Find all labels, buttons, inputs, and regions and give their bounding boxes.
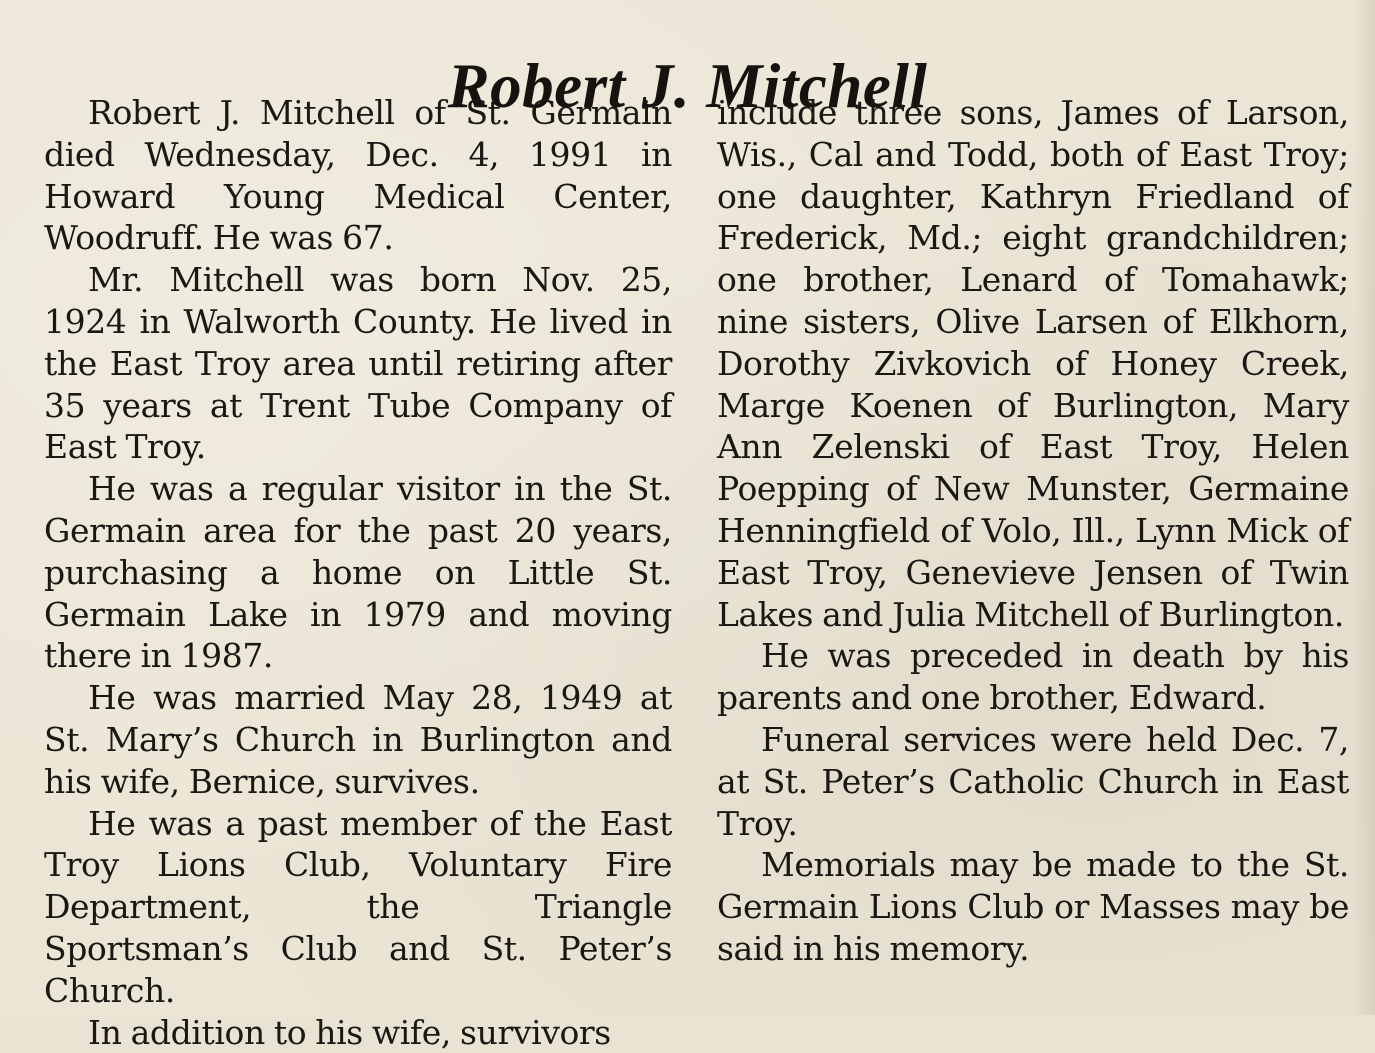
paragraph-survivors-list: include three sons, James of Larson, Wis., Cal and Todd, both of East Troy; one daughter, Kathryn Friedland of Frederick, Md.; eight grandchildren; one brother, Lenard of Tomahawk; nine sisters, Olive Larsen of Elkhorn, Dorothy Zivkovich of Honey Creek, Marge Koenen of Burlington, Mary Ann Zelenski of East Troy, Helen Poepping of New Munster, Germaine Henningfield of Volo, Ill., Lynn Mick of East Troy, Genevieve Jensen of Twin Lakes and Julia Mitchell of Burlington.: [717, 93, 1349, 634]
paragraph-st-germain: He was a regular visitor in the St. Germain area for the past 20 years, purchasing a home on Little St. Germain Lake in 1979 and moving there in 1987.: [44, 469, 672, 676]
paragraph-birth-career: Mr. Mitchell was born Nov. 25, 1924 in Walworth County. He lived in the East Troy area until retiring after 35 years at Trent Tube Company of East Troy.: [44, 260, 672, 467]
right-column: [717, 92, 1349, 970]
paragraph-marriage: He was married May 28, 1949 at St. Mary’s Church in Burlington and his wife, Bernice, survives.: [44, 678, 672, 801]
paragraph-memorials: Memorials may be made to the St. Germain Lions Club or Masses may be said in his memory.: [717, 845, 1349, 968]
page-edge-shadow: [1353, 0, 1375, 1015]
paragraph-survivors-start: In addition to his wife, survivors: [88, 1012, 611, 1052]
paragraph-preceded-in-death: He was preceded in death by his parents and one brother, Edward.: [717, 636, 1349, 718]
obituary-title: Robert J. Mitchell: [447, 51, 928, 122]
left-column: [44, 92, 672, 1053]
paragraph-memberships: He was a past member of the East Troy Lions Club, Voluntary Fire Department, the Triangle Sportsman’s Club and St. Peter’s Church.: [44, 803, 672, 1010]
paragraph-death-notice: Robert J. Mitchell of St. Germain died Wednesday, Dec. 4, 1991 in Howard Young Medical Center, Woodruff. He was 67.: [44, 93, 672, 258]
paragraph-funeral-services: Funeral services were held Dec. 7, at St. Peter’s Catholic Church in East Troy.: [717, 719, 1349, 843]
